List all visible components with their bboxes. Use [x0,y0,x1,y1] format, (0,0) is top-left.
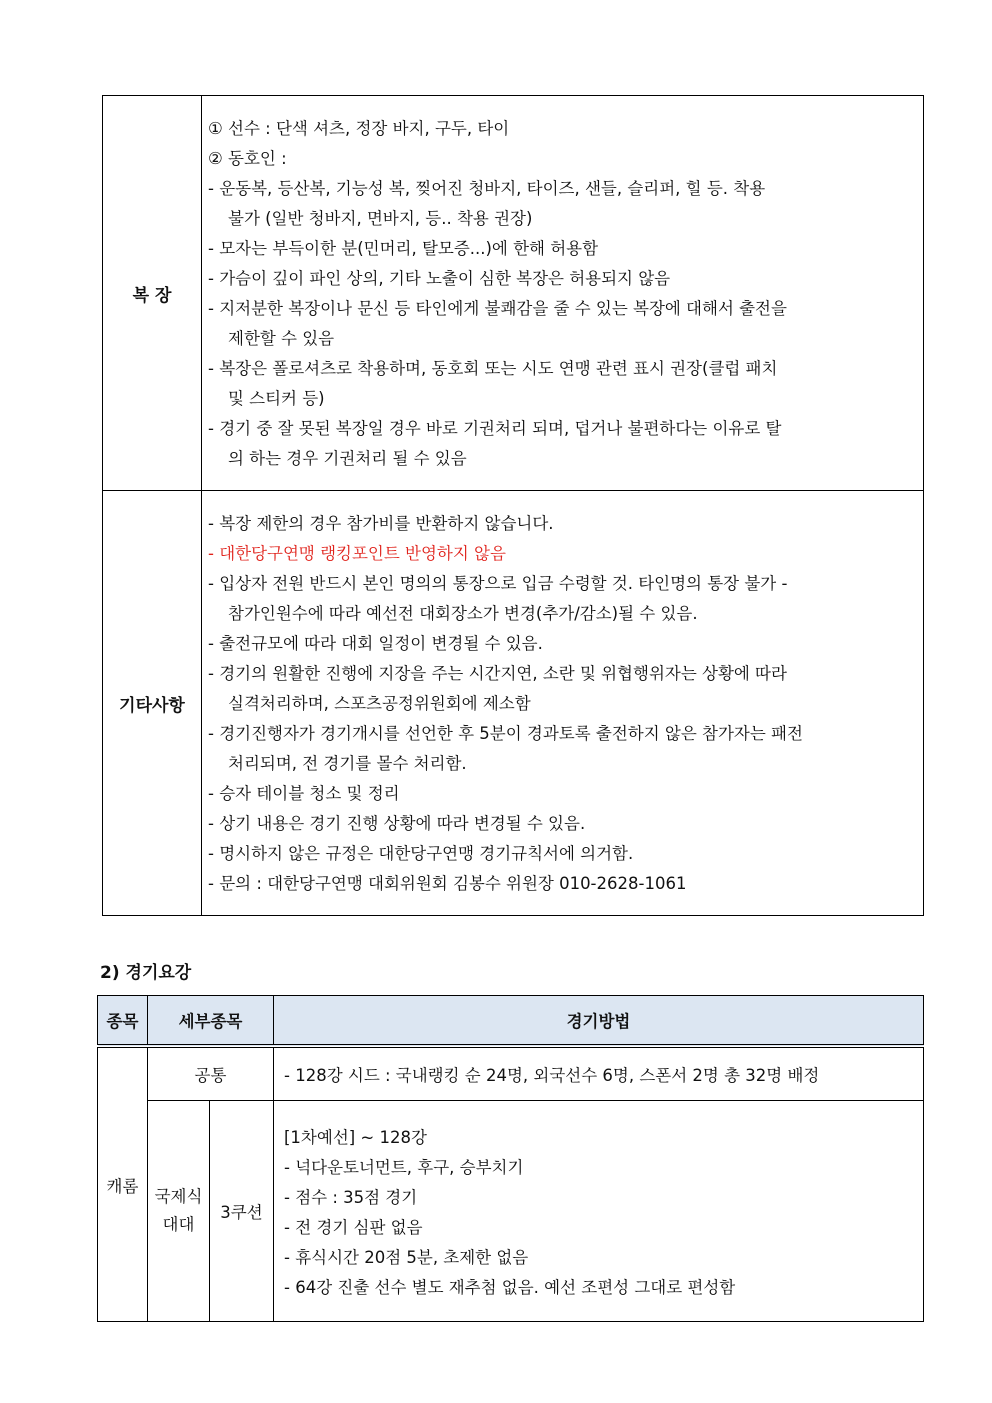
method-detail [274,1101,924,1322]
rule-line: - 출전규모에 따라 대회 일정이 변경될 수 있음. [208,634,543,653]
sub-event-line-2: 대대 [162,1215,195,1234]
stage-title: [1차예선] ~ 128강 [284,1128,427,1147]
rule-line: 불가 (일반 청바지, 면바지, 등.. 착용 권장) [228,209,533,228]
stage-line: - 점수 : 35점 경기 [284,1188,418,1207]
stage-line: - 64강 진출 선수 별도 재추첨 없음. 예선 조편성 그대로 편성함 [284,1278,736,1297]
detail-row [98,1101,924,1322]
rule-line: ① 선수 : 단색 셔츠, 정장 바지, 구두, 타이 [208,119,510,138]
rule-line: 실격처리하며, 스포츠공정위원회에 제소함 [228,694,531,713]
other-notes-label: 기타사항 [103,491,202,916]
competition-table [97,995,924,1322]
rule-line: 의 하는 경우 기권처리 될 수 있음 [228,449,467,468]
rule-line: - 승자 테이블 청소 및 정리 [208,784,400,803]
header-method: 경기방법 [274,996,924,1047]
other-notes-row [103,491,924,916]
rule-line: - 경기 중 잘 못된 복장일 경우 바로 기권처리 되며, 덥거나 불편하다는 이유로 탈 [208,419,782,438]
rule-line: 참가인원수에 따라 예선전 대회장소가 변경(추가/감소)될 수 있음. [228,604,698,623]
event-cell: 캐롬 [98,1046,148,1322]
rule-line: - 대한당구연맹 랭킹포인트 반영하지 않음 [208,544,506,563]
stage-line: - 전 경기 심판 없음 [284,1218,423,1237]
common-label: 공통 [148,1046,274,1101]
rule-line: ② 동호인 : [208,149,287,168]
section-title: 2) 경기요강 [100,963,192,983]
rule-line: - 경기진행자가 경기개시를 선언한 후 5분이 경과토록 출전하지 않은 참가자는 패전 [208,724,803,743]
rules-table [102,95,924,916]
rule-line: - 상기 내용은 경기 진행 상황에 따라 변경될 수 있음. [208,814,586,833]
rule-line: - 명시하지 않은 규정은 대한당구연맹 경기규칙서에 의거함. [208,844,634,863]
rule-line: 제한할 수 있음 [228,329,335,348]
sub-event-line-1: 국제식 [154,1187,203,1206]
rule-line: 처리되며, 전 경기를 몰수 처리함. [228,754,467,773]
stage-line: - 휴식시간 20점 5분, 초제한 없음 [284,1248,529,1267]
stage-lines [284,1153,919,1303]
rule-line: - 가슴이 깊이 파인 상의, 기타 노출이 심한 복장은 허용되지 않음 [208,269,671,288]
rule-line: - 경기의 원활한 진행에 지장을 주는 시간지연, 소란 및 위협행위자는 상황에 따라 [208,664,787,683]
header-sub-event: 세부종목 [148,996,274,1047]
header-event: 종목 [98,996,148,1047]
rule-line: 및 스티커 등) [228,389,325,408]
dress-code-label: 복 장 [103,96,202,491]
stage-line: - 넉다운토너먼트, 후구, 승부치기 [284,1158,524,1177]
common-text: - 128강 시드 : 국내랭킹 순 24명, 외국선수 6명, 스폰서 2명 총 32명 배정 [274,1046,924,1101]
dress-code-row [103,96,924,491]
rule-line: - 모자는 부득이한 분(민머리, 탈모증...)에 한해 허용함 [208,239,599,258]
other-notes-content [202,491,924,916]
common-row [98,1046,924,1101]
rule-line: - 입상자 전원 반드시 본인 명의의 통장으로 입금 수령할 것. 타인명의 통장 불가 - [208,574,788,593]
rule-line: - 문의 : 대한당구연맹 대회위원회 김봉수 위원장 010-2628-1061 [208,874,687,893]
cushion-cell: 3쿠션 [210,1101,274,1322]
rule-line: - 운동복, 등산복, 기능성 복, 찢어진 청바지, 타이즈, 샌들, 슬리퍼, 힐 등. 착용 [208,179,766,198]
rule-line: - 복장은 폴로셔츠로 착용하며, 동호회 또는 시도 연맹 관련 표시 권장(클럽 패치 [208,359,778,378]
dress-code-content [202,96,924,491]
sub-event-cell [148,1101,210,1322]
competition-header-row [98,996,924,1047]
rule-line: - 지저분한 복장이나 문신 등 타인에게 불쾌감을 줄 수 있는 복장에 대해서 출전을 [208,299,787,318]
rule-line: - 복장 제한의 경우 참가비를 반환하지 않습니다. [208,514,554,533]
